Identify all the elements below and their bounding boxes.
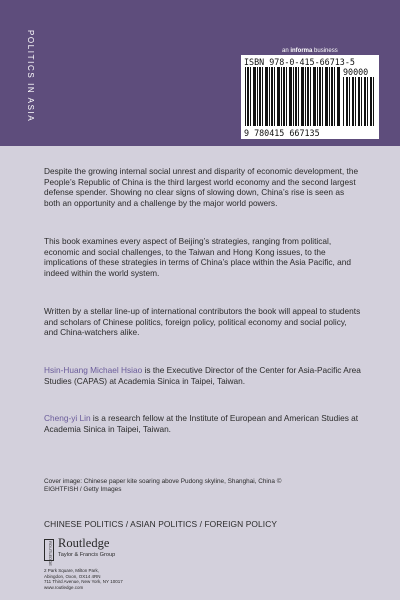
top-color-band (0, 0, 400, 146)
address-line: www.routledge.com (44, 584, 84, 590)
cover-image-credit: Cover image: Chinese paper kite soaring above Pudong skyline, Shanghai, China © EIGHTFISH / Getty Images (44, 478, 282, 494)
author-bio-text: is the Executive Director of the Center for Asia-Pacific Area Studies (CAPAS) at Academia Sinica in Taipei, Taiwan. (44, 365, 361, 386)
blurb-paragraph-3: Written by a stellar line-up of international contributors the book will appeal to students and scholars of Chinese politics, foreign policy, political economy and social policy, and China-watchers alike. (44, 306, 361, 338)
imprint-prefix: an (282, 48, 291, 54)
imprint-brand: informa (290, 48, 313, 54)
series-label: POLITICS IN ASIA (26, 30, 35, 123)
author-bio-text: is a research fellow at the Institute of European and American Studies at Academia Sinica in Taipei, Taiwan. (44, 413, 359, 434)
subject-categories: CHINESE POLITICS / ASIAN POLITICS / FOREIGN POLICY (44, 519, 278, 529)
author-bio-2 (44, 413, 362, 434)
blurb-paragraph-2: This book examines every aspect of Beijing’s strategies, ranging from political, economic and social challenges, to the Taiwan and Hong Kong issues, to the implications of these strategies in terms of China’s place within the Asia Pacific, and indeed within the world system. (44, 236, 351, 278)
address-line: Abingdon, Oxon, OX14 4RN (44, 573, 101, 579)
imprint-line (282, 48, 338, 54)
author-name: Hsin-Huang Michael Hsiao (44, 365, 143, 375)
publisher-name: Routledge (58, 536, 110, 550)
address-line: 2 Park Square, Milton Park, (44, 568, 100, 573)
routledge-logo-icon (44, 539, 54, 566)
barcode-icon (245, 67, 340, 126)
publisher-address (44, 568, 123, 590)
logo-mark-text: ROUTLEDGE (48, 541, 53, 566)
publisher-group: Taylor & Francis Group (58, 552, 116, 558)
isbn-barcode-box (241, 55, 379, 139)
addon-barcode-icon (343, 77, 376, 126)
isbn-addon: 90000 (343, 67, 369, 77)
author-bio-1 (44, 365, 362, 386)
address-line: 711 Third Avenue, New York, NY 10017 (44, 579, 123, 585)
blurb-paragraph-1: Despite the growing internal social unrest and disparity of economic development, the People’s Republic of China is the third largest world economy and the second largest defense spender. Showing no clear signs of slowing down, China’s rise is seen as both an opportunity and a challenge by the major world powers. (44, 166, 359, 208)
ean-number: 9 780415 667135 (244, 128, 320, 138)
isbn-label: ISBN 978-0-415-66713-5 (244, 57, 355, 67)
imprint-suffix: business (312, 48, 338, 54)
author-name: Cheng-yi Lin (44, 413, 91, 423)
